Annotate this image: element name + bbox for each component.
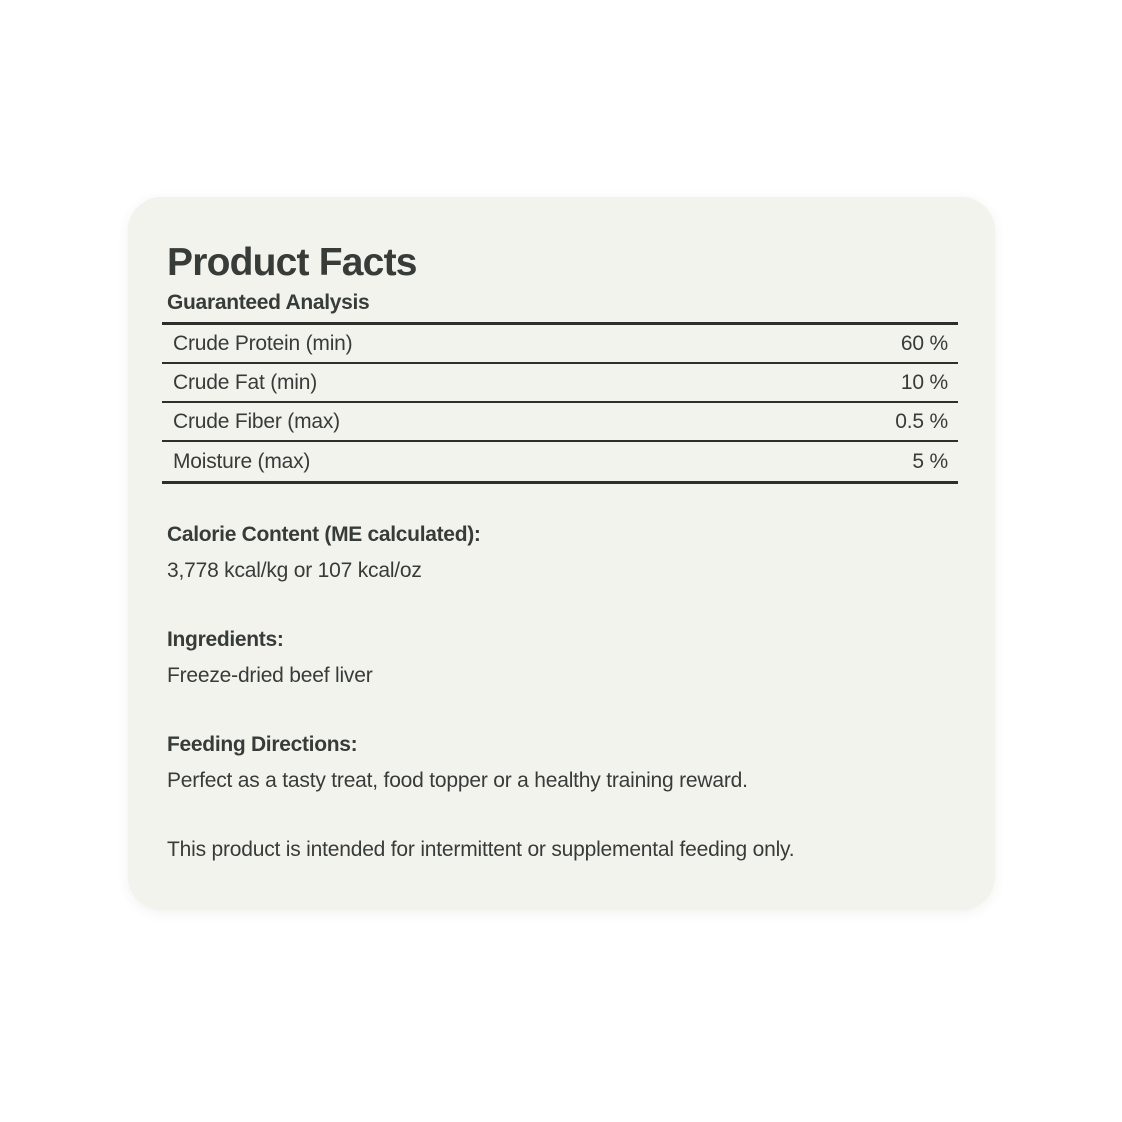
table-row bbox=[162, 442, 958, 481]
ingredients-section bbox=[167, 629, 958, 687]
guaranteed-analysis-heading: Guaranteed Analysis bbox=[167, 291, 370, 314]
nutrient-value: 5 % bbox=[912, 449, 948, 473]
feeding-directions-heading: Feeding Directions: bbox=[167, 733, 358, 756]
calorie-content-heading: Calorie Content (ME calculated): bbox=[167, 523, 481, 546]
table-row bbox=[162, 364, 958, 403]
nutrient-name: Crude Fat (min) bbox=[173, 370, 318, 394]
ingredients-heading: Ingredients: bbox=[167, 628, 284, 651]
guaranteed-analysis-table bbox=[162, 322, 958, 484]
page-title: Product Facts bbox=[167, 241, 417, 284]
supplemental-feeding-disclaimer: This product is intended for intermittent or supplemental feeding only. bbox=[167, 838, 795, 861]
calorie-content-section bbox=[167, 524, 958, 582]
ingredients-value: Freeze-dried beef liver bbox=[167, 664, 373, 687]
table-row bbox=[162, 403, 958, 442]
nutrient-name: Crude Fiber (max) bbox=[173, 409, 340, 433]
feeding-directions-text: Perfect as a tasty treat, food topper or a healthy training reward. bbox=[167, 769, 748, 792]
nutrient-name: Moisture (max) bbox=[173, 449, 311, 473]
table-row bbox=[162, 325, 958, 364]
nutrient-name: Crude Protein (min) bbox=[173, 331, 353, 355]
calorie-content-value: 3,778 kcal/kg or 107 kcal/oz bbox=[167, 559, 422, 582]
nutrient-value: 0.5 % bbox=[895, 409, 948, 433]
product-facts-card bbox=[128, 197, 995, 910]
nutrient-value: 10 % bbox=[900, 370, 948, 394]
feeding-directions-section bbox=[167, 734, 958, 792]
nutrient-value: 60 % bbox=[900, 331, 948, 355]
